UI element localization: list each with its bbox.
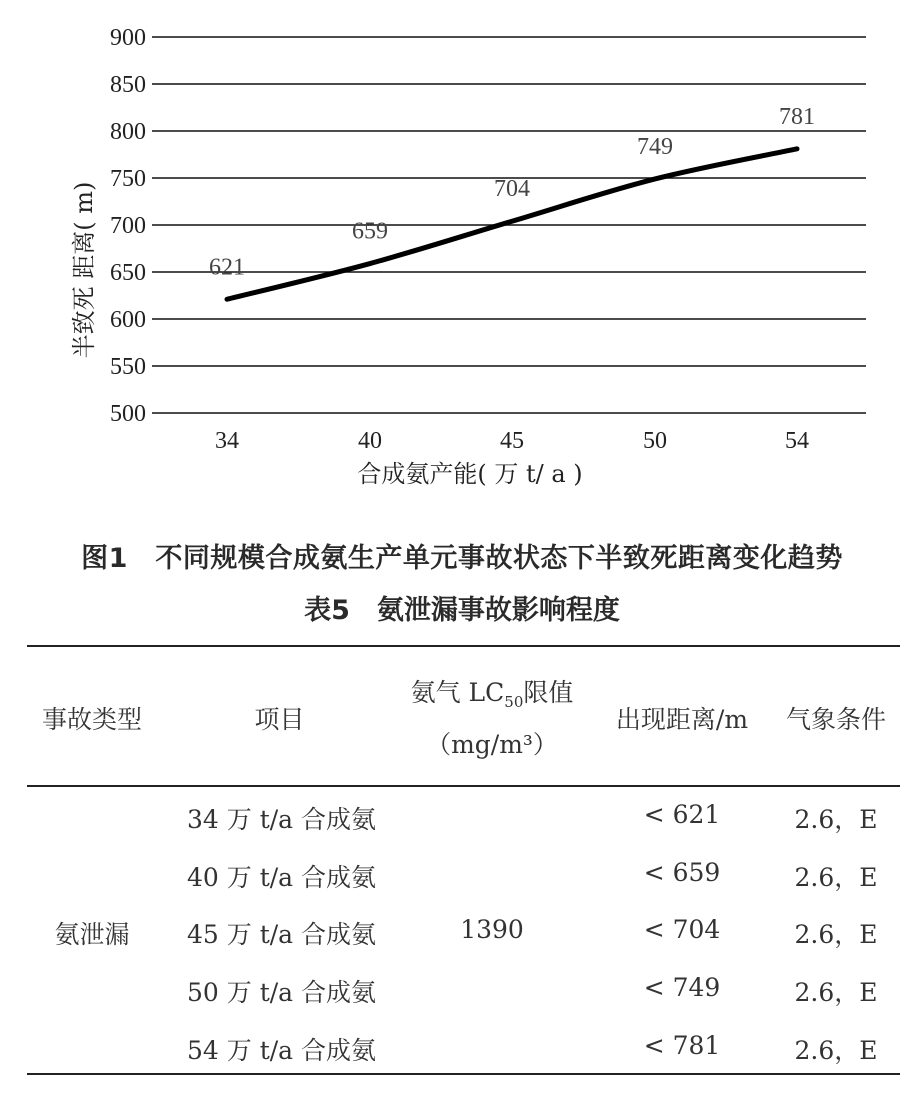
row-weather: 2.6，E (794, 1036, 878, 1065)
table-bottom-rule (27, 1073, 900, 1075)
y-tick-label: 750 (110, 166, 146, 192)
table-caption: 表5 氨泄漏事故影响程度 (304, 595, 620, 626)
y-tick-label: 550 (110, 354, 146, 380)
table-header-rule (27, 785, 900, 787)
header-distance: 出现距离/m (615, 705, 749, 734)
header-item: 项目 (254, 705, 305, 734)
x-tick-label: 40 (358, 428, 382, 454)
x-tick-label: 50 (643, 428, 667, 454)
data-label: 704 (494, 176, 530, 203)
y-tick-label: 600 (110, 307, 146, 333)
series-line (227, 149, 797, 299)
x-tick-label: 54 (785, 428, 809, 454)
row-distance: < 781 (643, 1031, 721, 1060)
y-tick-label: 800 (110, 119, 146, 145)
y-tick-label: 650 (110, 260, 146, 286)
header-accident-type: 事故类型 (41, 705, 142, 734)
header-lc50-unit: （mg/m³） (426, 730, 558, 759)
header-weather: 气象条件 (785, 705, 886, 734)
y-tick-label: 700 (110, 213, 146, 239)
y-axis-ticks (110, 25, 146, 427)
row-distance: < 704 (643, 915, 721, 944)
gridlines (152, 37, 866, 413)
data-label: 621 (209, 254, 245, 281)
row-item: 50 万 t/a 合成氨 (187, 978, 377, 1007)
table-top-rule (27, 645, 900, 647)
impact-table (27, 645, 900, 1075)
data-label: 659 (352, 218, 388, 245)
figure-caption: 图1 不同规模合成氨生产单元事故状态下半致死距离变化趋势 (81, 543, 843, 574)
row-weather: 2.6，E (794, 863, 878, 892)
x-axis-ticks (215, 428, 809, 454)
row-weather: 2.6，E (794, 920, 878, 949)
row-weather: 2.6，E (794, 978, 878, 1007)
y-tick-label: 500 (110, 401, 146, 427)
row-item: 54 万 t/a 合成氨 (187, 1036, 377, 1065)
y-axis-title: 半致死 距离( m) (70, 181, 98, 359)
line-chart (0, 0, 924, 510)
x-tick-label: 34 (215, 428, 239, 454)
row-item: 40 万 t/a 合成氨 (187, 863, 377, 892)
row-item: 45 万 t/a 合成氨 (187, 920, 377, 949)
header-lc50: 氨气 $LC_{50}$限值 (410, 678, 574, 711)
row-distance: < 749 (643, 973, 721, 1002)
data-label: 781 (779, 103, 815, 130)
x-tick-label: 45 (500, 428, 524, 454)
x-axis-title: 合成氨产能( 万 t/ a ) (357, 460, 583, 488)
row-distance: < 621 (643, 800, 721, 829)
row-item: 34 万 t/a 合成氨 (187, 805, 377, 834)
y-tick-label: 900 (110, 25, 146, 51)
row-distance: < 659 (643, 858, 721, 887)
data-label: 749 (637, 133, 673, 160)
y-tick-label: 850 (110, 72, 146, 98)
row-weather: 2.6，E (794, 805, 878, 834)
lc50-value-cell: 1390 (460, 915, 524, 944)
accident-type-cell: 氨泄漏 (54, 920, 130, 949)
